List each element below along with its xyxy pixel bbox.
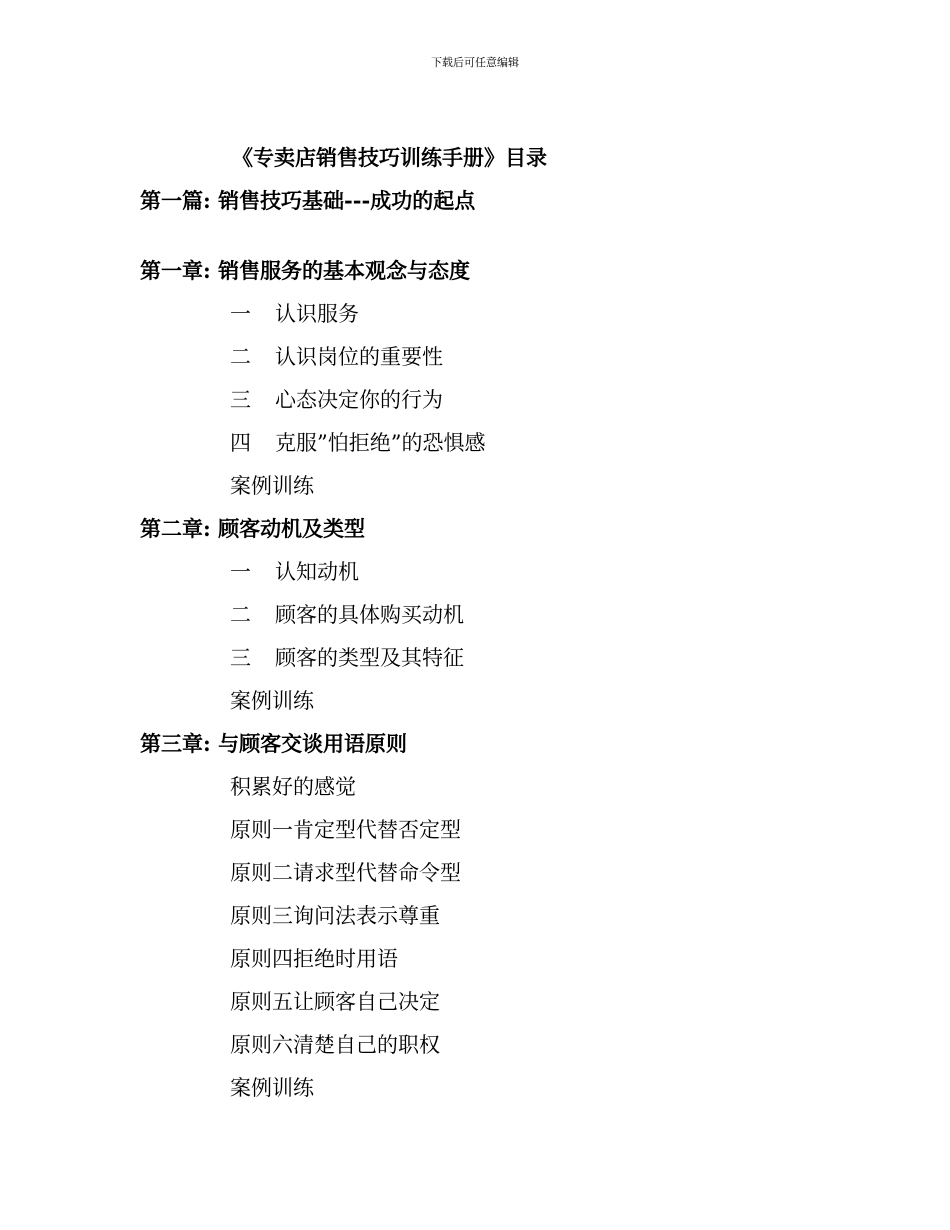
chapter-heading: 第一章: 销售服务的基本观念与态度	[140, 258, 471, 283]
toc-item-text: 原则二请求型代替命令型	[230, 861, 461, 885]
toc-item-text: 认识岗位的重要性	[275, 345, 443, 369]
toc-item-number: 一	[230, 302, 251, 326]
toc-item-text: 顾客的类型及其特征	[275, 646, 464, 670]
table-of-contents	[140, 256, 900, 1116]
toc-item-text: 认知动机	[275, 560, 359, 584]
toc-item-text: 原则三询问法表示尊重	[230, 904, 440, 928]
toc-item-text: 原则六清楚自己的职权	[230, 1033, 440, 1057]
toc-item-text: 认识服务	[275, 302, 359, 326]
toc-item	[140, 1030, 900, 1073]
toc-item-text: 原则五让顾客自己决定	[230, 990, 440, 1014]
toc-item-text: 案例训练	[230, 474, 314, 498]
toc-item-number: 一	[230, 560, 251, 584]
toc-item-number: 二	[230, 603, 251, 627]
chapter-heading: 第二章: 顾客动机及类型	[140, 516, 366, 541]
toc-item	[140, 858, 900, 901]
toc-item	[140, 600, 900, 643]
toc-item-text: 积累好的感觉	[230, 775, 356, 799]
toc-item	[140, 901, 900, 944]
toc-item	[140, 471, 900, 514]
toc-item	[140, 1073, 900, 1116]
toc-item-text: 案例训练	[230, 689, 314, 713]
toc-item	[140, 342, 900, 385]
page-header: 下载后可任意编辑	[431, 56, 519, 69]
toc-item	[140, 815, 900, 858]
toc-item-text: 案例训练	[230, 1076, 314, 1100]
toc-item	[140, 428, 900, 471]
toc-item-text: 顾客的具体购买动机	[275, 603, 464, 627]
toc-item-text: 原则一肯定型代替否定型	[230, 818, 461, 842]
toc-item-text: 心态决定你的行为	[275, 388, 443, 412]
toc-item	[140, 944, 900, 987]
toc-item-number: 三	[230, 388, 251, 412]
document-title: 《专卖店销售技巧训练手册》目录	[232, 145, 547, 170]
toc-item-number: 四	[230, 431, 251, 455]
chapter-heading: 第三章: 与顾客交谈用语原则	[140, 731, 408, 756]
toc-item-text: 原则四拒绝时用语	[230, 947, 398, 971]
toc-item-text: 克服”怕拒绝”的恐惧感	[275, 431, 486, 455]
toc-item-number: 三	[230, 646, 251, 670]
toc-item-number: 二	[230, 345, 251, 369]
toc-item	[140, 772, 900, 815]
toc-item	[140, 987, 900, 1030]
toc-item	[140, 643, 900, 686]
toc-item	[140, 686, 900, 729]
toc-item	[140, 557, 900, 600]
toc-item	[140, 385, 900, 428]
toc-item	[140, 299, 900, 342]
part-title: 第一篇: 销售技巧基础---成功的起点	[140, 188, 476, 213]
